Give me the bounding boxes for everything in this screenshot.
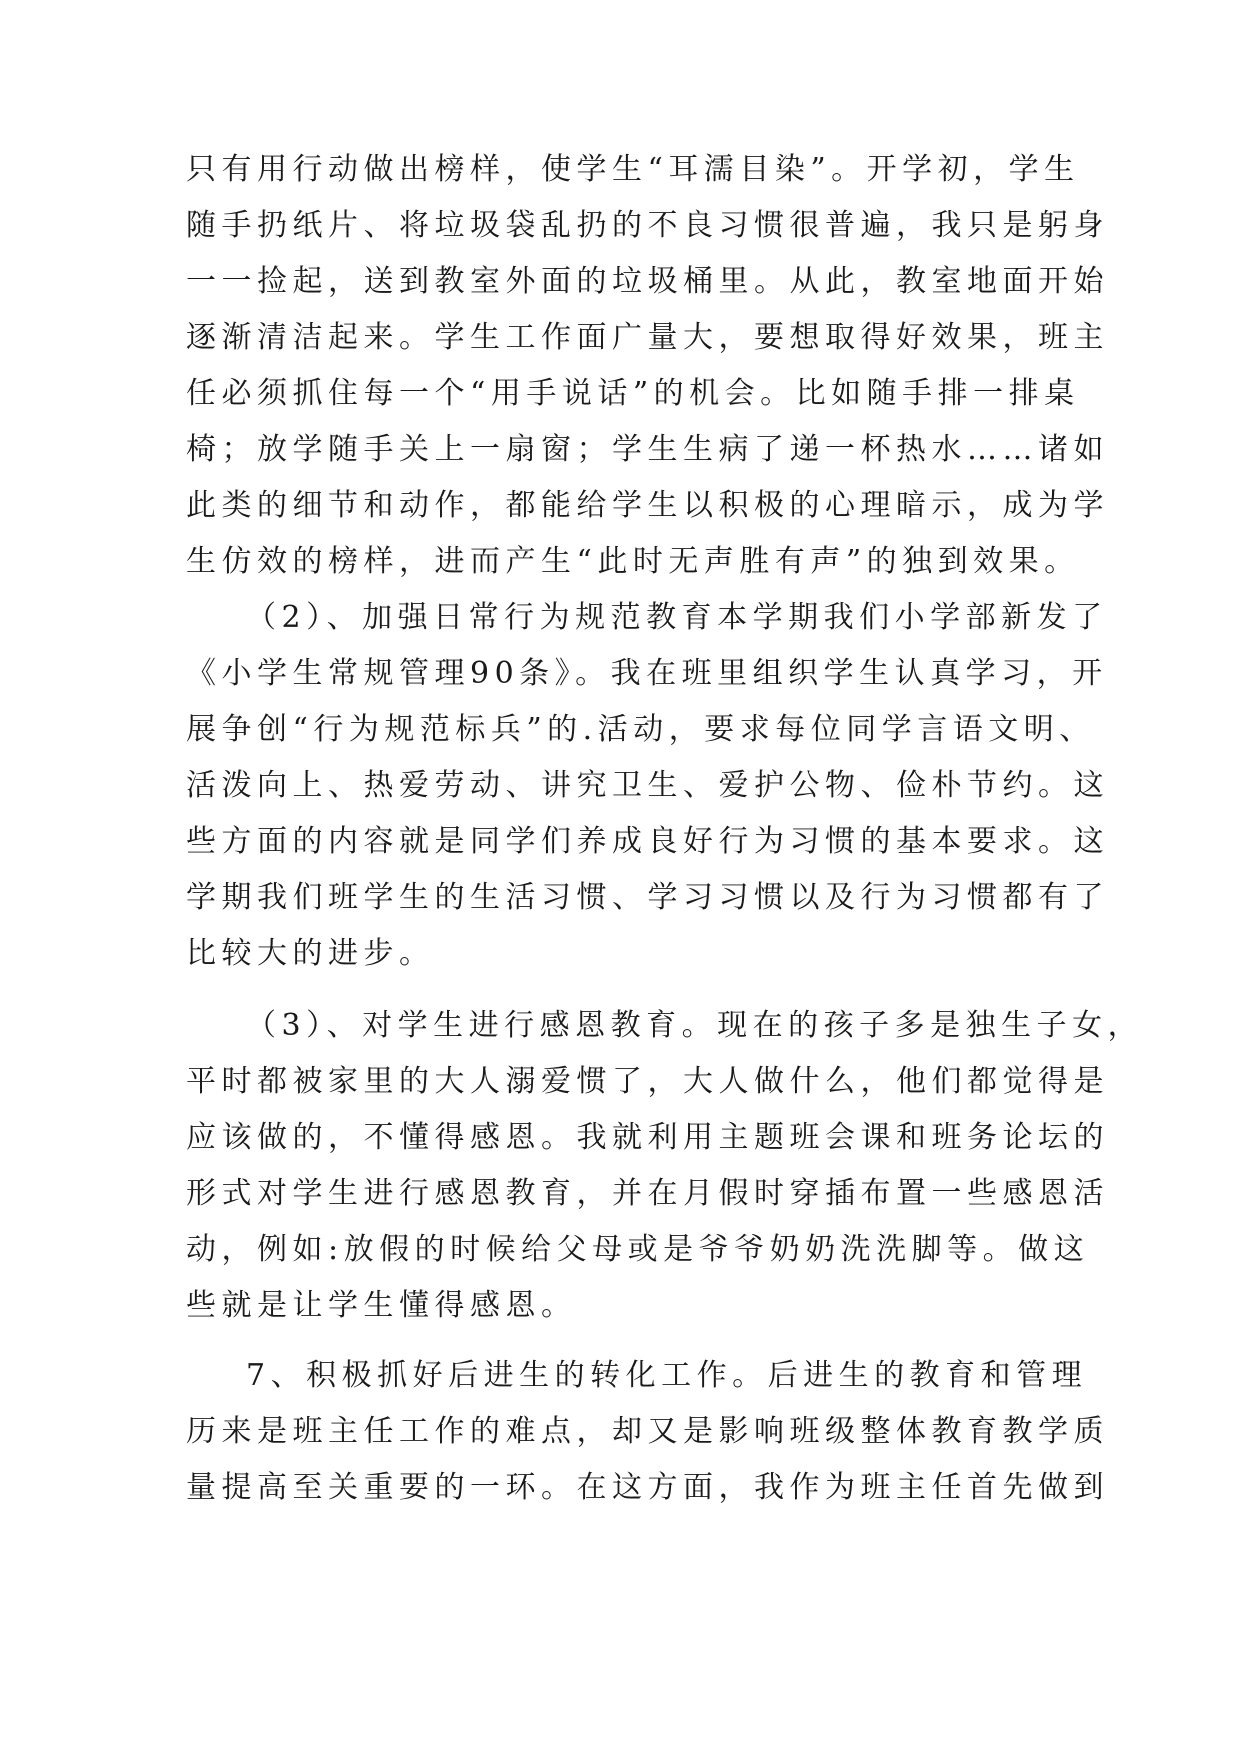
text-line: （2）、加强日常行为规范教育本学期我们小学部新发了 [246,600,1108,635]
text-line: 历来是班主任工作的难点，却又是影响班级整体教育教学质 [186,1414,1109,1449]
text-line: （3）、对学生进行感恩教育。现在的孩子多是独生子女， [246,1008,1144,1043]
text-line: 7、积极抓好后进生的转化工作。后进生的教育和管理 [246,1358,1088,1393]
text-line: 形式对学生进行感恩教育，并在月假时穿插布置一些感恩活 [186,1176,1109,1211]
text-line: 些就是让学生懂得感恩。 [186,1288,577,1323]
text-line: 任必须抓住每一个“用手说话”的机会。比如随手排一排桌 [186,376,1080,411]
text-line: 应该做的，不懂得感恩。我就利用主题班会课和班务论坛的 [186,1120,1109,1155]
text-line: 逐渐清洁起来。学生工作面广量大，要想取得好效果，班主 [186,320,1109,355]
text-line: 展争创“行为规范标兵”的.活动，要求每位同学言语文明、 [186,712,1095,747]
text-line: 活泼向上、热爱劳动、讲究卫生、爱护公物、俭朴节约。这 [186,768,1109,803]
text-line: 椅；放学随手关上一扇窗；学生生病了递一杯热水……诸如 [186,432,1109,467]
text-line: 《小学生常规管理90条》。我在班里组织学生认真学习，开 [186,656,1108,691]
text-line: 只有用行动做出榜样，使学生“耳濡目染”。开学初，学生 [186,152,1080,187]
text-line: 动，例如:放假的时候给父母或是爷爷奶奶洗洗脚等。做这 [186,1232,1090,1267]
text-line: 平时都被家里的大人溺爱惯了，大人做什么，他们都觉得是 [186,1064,1109,1099]
text-line: 量提高至关重要的一环。在这方面，我作为班主任首先做到 [186,1470,1109,1505]
text-line: 些方面的内容就是同学们养成良好行为习惯的基本要求。这 [186,824,1109,859]
text-line: 生仿效的榜样，进而产生“此时无声胜有声”的独到效果。 [186,544,1080,579]
text-line: 学期我们班学生的生活习惯、学习习惯以及行为习惯都有了 [186,880,1109,915]
text-line: 一一捡起，送到教室外面的垃圾桶里。从此，教室地面开始 [186,264,1109,299]
text-line: 比较大的进步。 [186,936,435,971]
text-line: 此类的细节和动作，都能给学生以积极的心理暗示，成为学 [186,488,1109,523]
text-line: 随手扔纸片、将垃圾袋乱扔的不良习惯很普遍，我只是躬身 [186,208,1109,243]
